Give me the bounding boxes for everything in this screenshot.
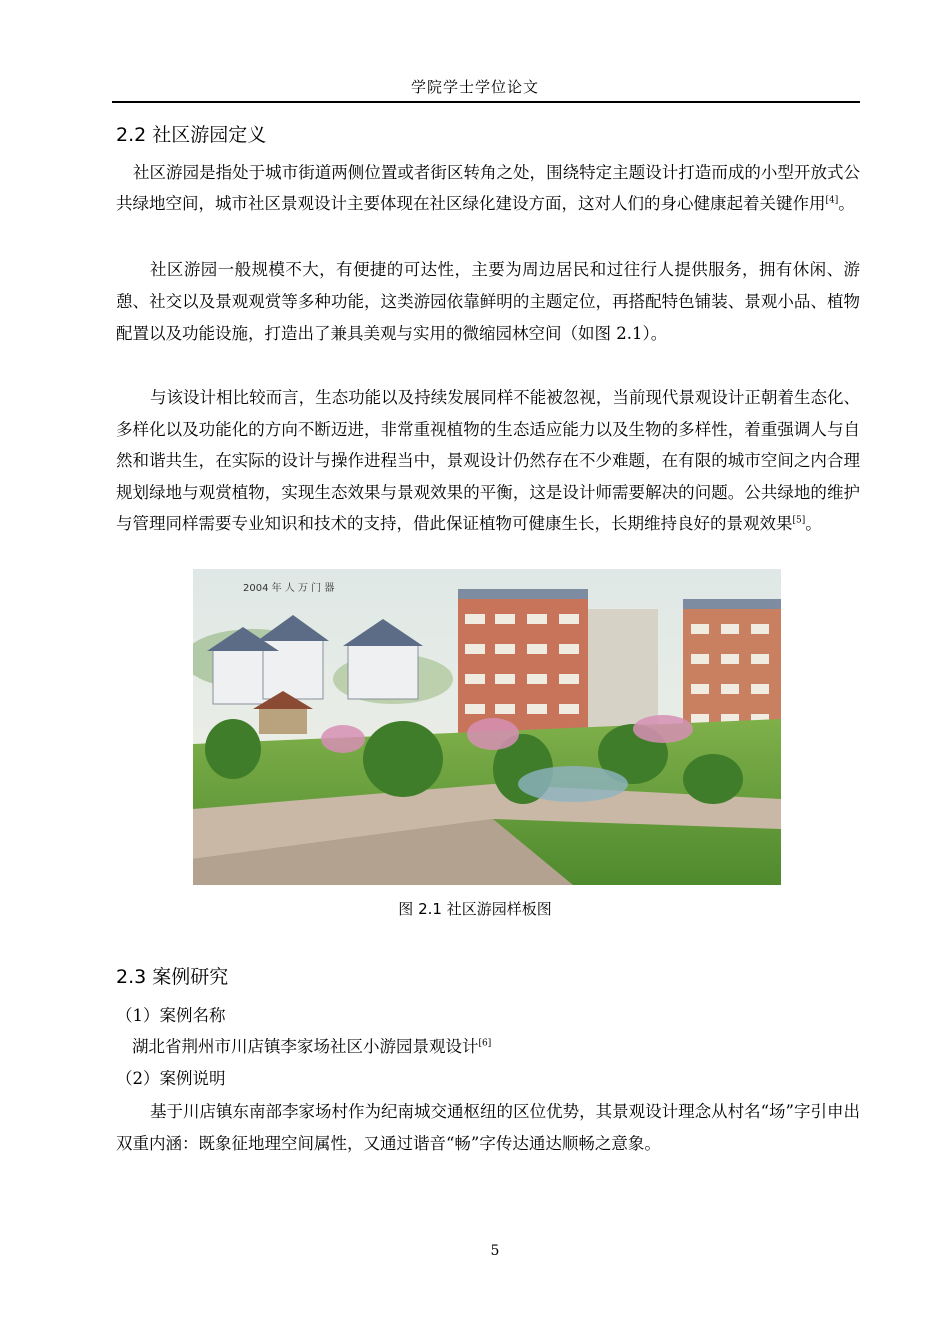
paragraph-2: 社区游园一般规模不大，有便捷的可达性，主要为周边居民和过往行人提供服务，拥有休闲、游憩、社交以及景观观赏等多种功能，这类游园依靠鲜明的主题定位，再搭配特色铺装、景观小品、植物配置以及功能设施，打造出了兼具美观与实用的微缩园林空间（如图 2.1）。 bbox=[116, 260, 860, 343]
paragraph-3-text: 与该设计相比较而言，生态功能以及持续发展同样不能被忽视，当前现代景观设计正朝着生态化、多样化以及功能化的方向不断迈进，非常重视植物的生态适应能力以及生物的多样性，着重强调人与自然和谐共生，在实际的设计与操作进程当中，景观设计仍然存在不少难题，在有限的城市空间之内合理规划绿地与观赏植物，实现生态效果与景观效果的平衡，这是设计师需要解决的问题。公共绿地的维护与管理同样需要专业知识和技术的支持，借此保证植物可健康生长，长期维持良好的景观效果 bbox=[116, 388, 860, 533]
case-name-value bbox=[132, 1033, 491, 1061]
community-garden-rendering bbox=[193, 569, 781, 885]
section-heading-2-2: 2.2 社区游园定义 bbox=[116, 124, 267, 146]
figure-caption: 图 2.1 社区游园样板图 bbox=[398, 900, 552, 918]
citation-5: [5] bbox=[792, 515, 806, 526]
paragraph-3 bbox=[116, 382, 860, 540]
case-name-label: （1）案例名称 bbox=[116, 1006, 226, 1025]
citation-6: [6] bbox=[478, 1038, 492, 1049]
paragraph-1-end: 。 bbox=[838, 194, 855, 213]
paragraph-1-text: 社区游园是指处于城市街道两侧位置或者街区转角之处，围绕特定主题设计打造而成的小型开放式公共绿地空间，城市社区景观设计主要体现在社区绿化建设方面，这对人们的身心健康起着关键作用 bbox=[116, 163, 860, 213]
paragraph-1 bbox=[116, 157, 860, 219]
paragraph-3-end: 。 bbox=[805, 514, 822, 533]
page-header-title: 学院学士学位论文 bbox=[410, 78, 539, 96]
figure-watermark: 2004 年 人 万 门 器 bbox=[243, 583, 335, 594]
case-name-text: 湖北省荆州市川店镇李家场社区小游园景观设计 bbox=[132, 1037, 479, 1056]
citation-4: [4] bbox=[825, 195, 839, 206]
paragraph-4: 基于川店镇东南部李家场村作为纪南城交通枢纽的区位优势，其景观设计理念从村名“场”字引申出双重内涵：既象征地理空间属性，又通过谐音“畅”字传达通达顺畅之意象。 bbox=[116, 1102, 860, 1153]
section-heading-2-3: 2.3 案例研究 bbox=[116, 966, 229, 988]
header-rule bbox=[112, 101, 860, 103]
case-description-label: （2）案例说明 bbox=[116, 1069, 226, 1088]
page-number: 5 bbox=[490, 1243, 500, 1259]
